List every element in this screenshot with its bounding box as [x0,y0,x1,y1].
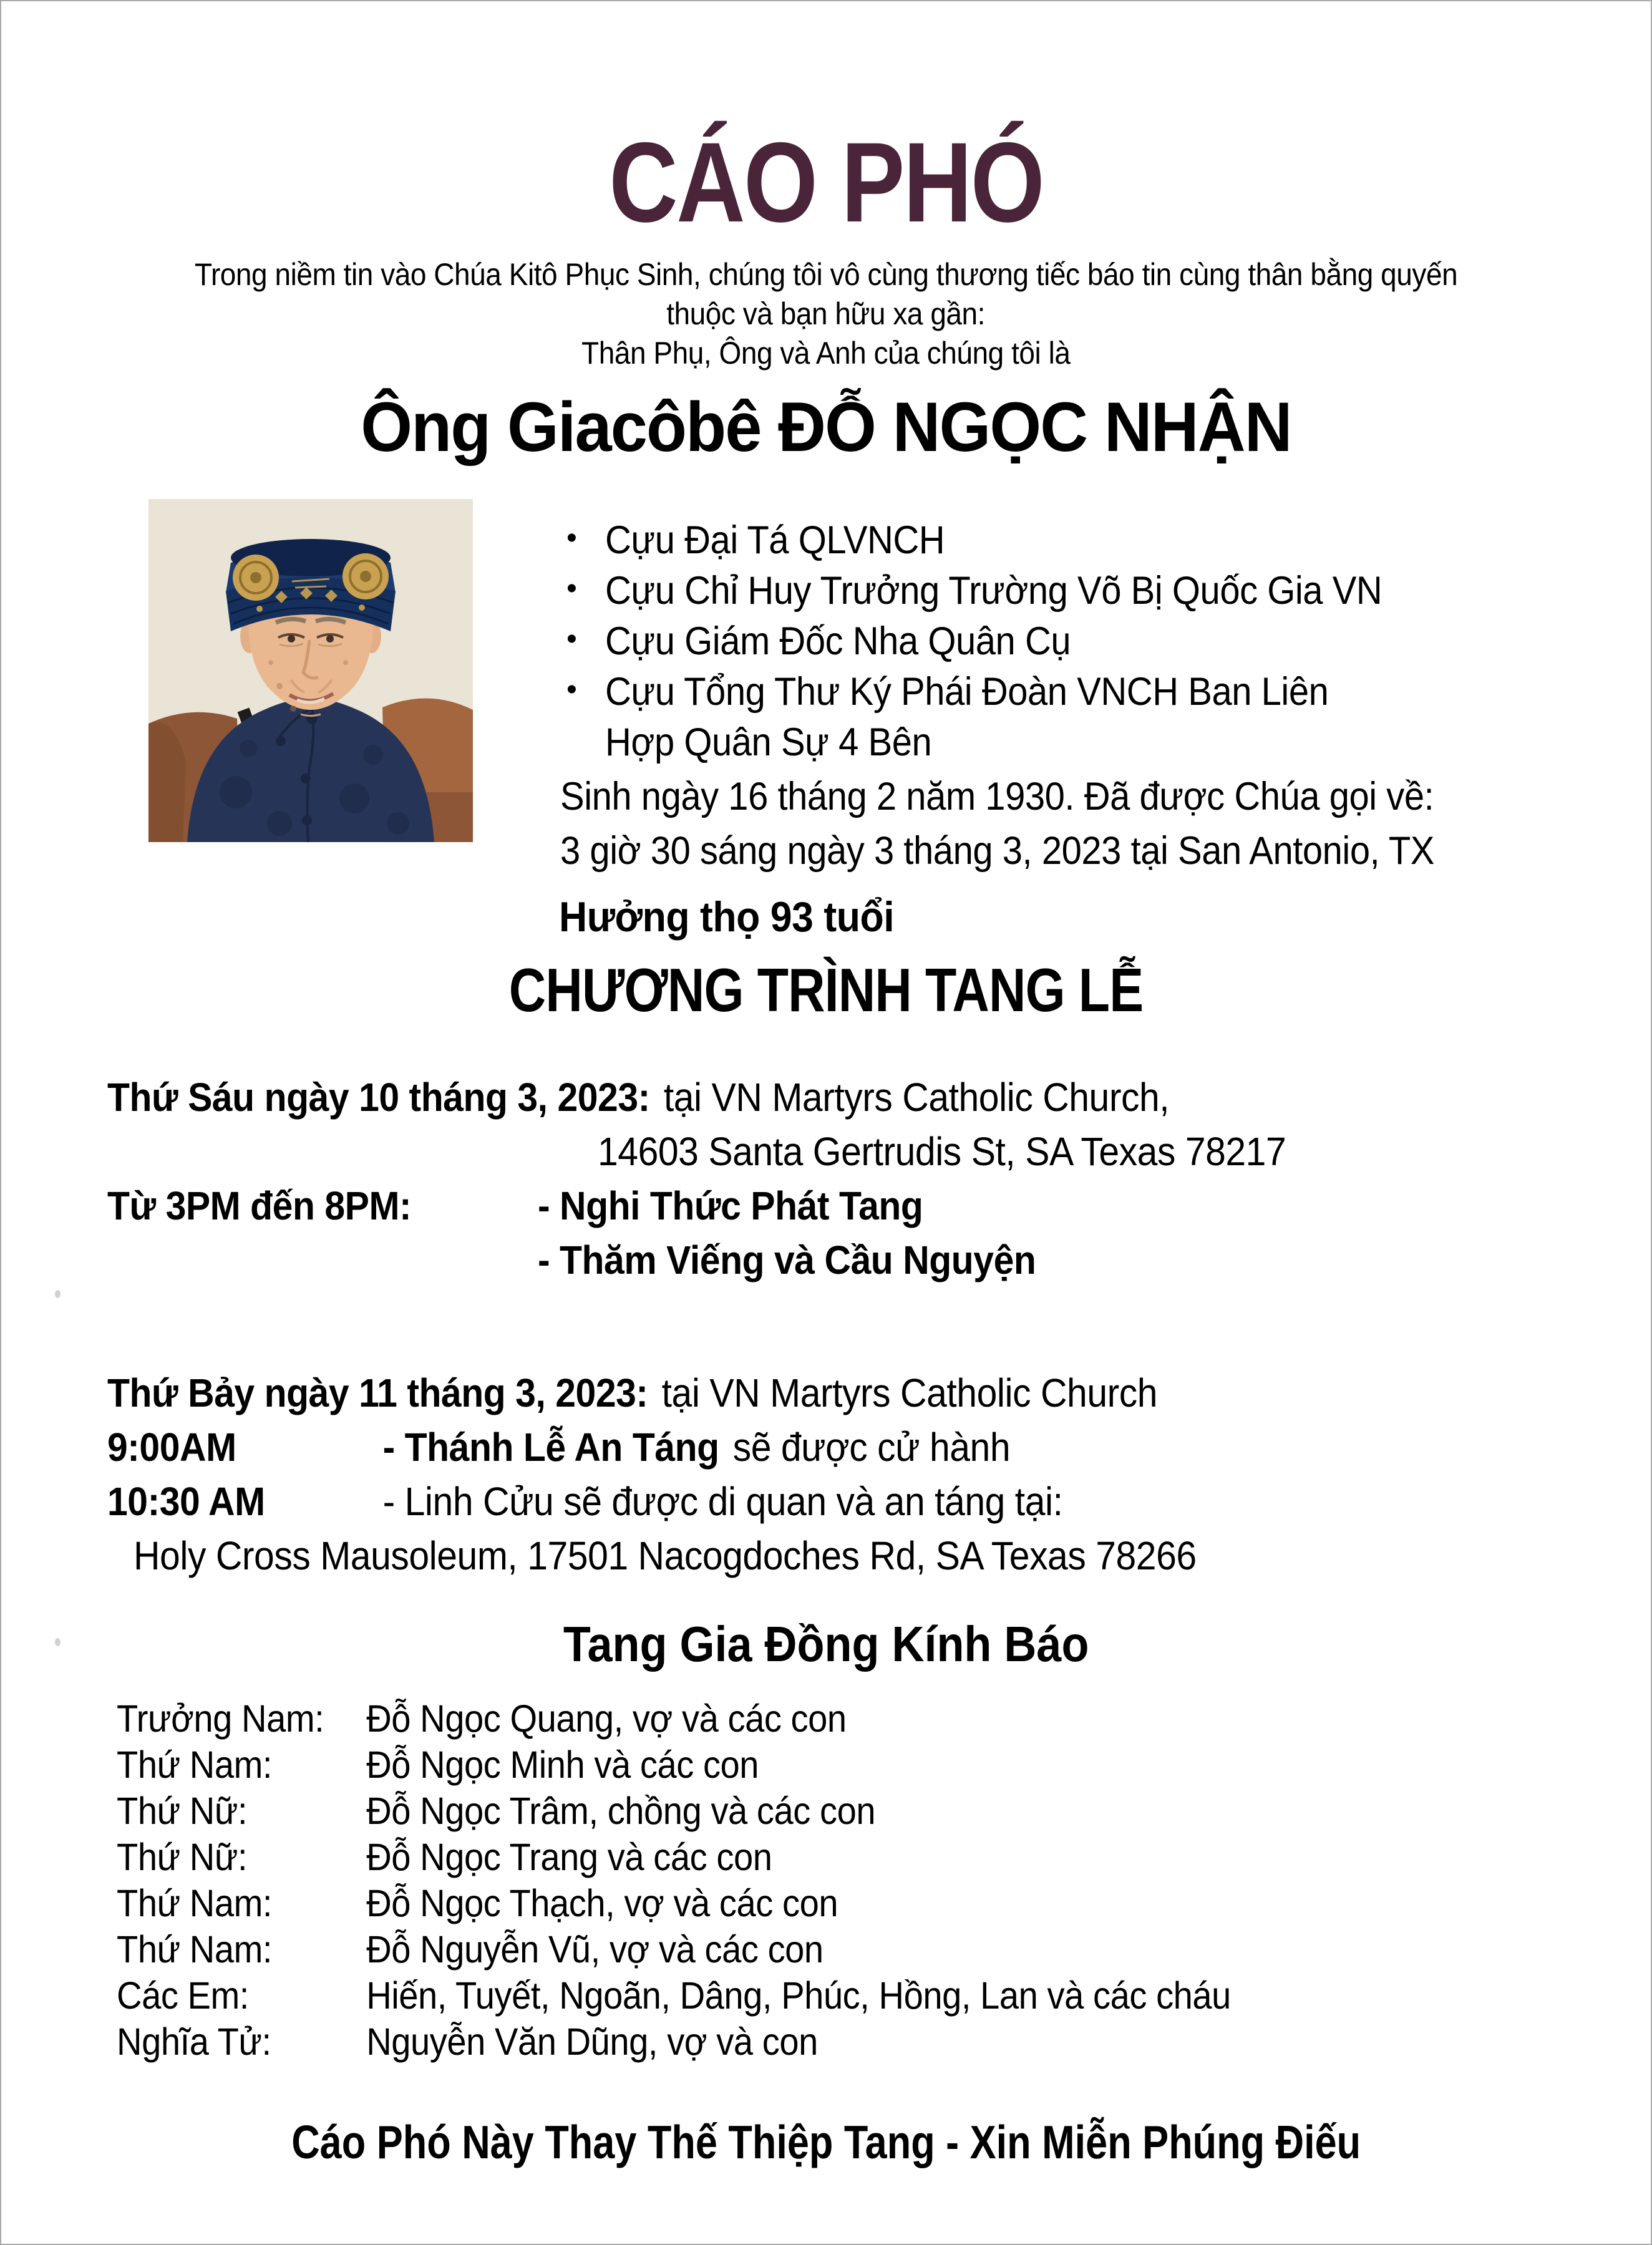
intro-paragraph [1,255,1651,373]
program-heading [1,957,1651,1023]
family-row [117,1880,1651,1926]
title-item [550,667,1523,717]
friday-address: 14603 Santa Gertrudis St, SA Texas 78217 [598,1129,1286,1174]
saturday-event-1-detail: sẽ được cử hành [732,1425,1011,1470]
birth-death-line-1: Sinh ngày 16 tháng 2 năm 1930. Đã được Chúa gọi về: [560,775,1434,818]
family-relation: Nghĩa Tử: [117,2020,271,2063]
footer-line [1,2113,1651,2171]
saturday-event-2-line [107,1475,1651,1529]
friday-date-line [107,1070,1651,1125]
family-row [117,1926,1651,1972]
friday-event-1: - Nghi Thức Phát Tang [538,1183,923,1228]
family-relation: Thứ Nữ: [117,1836,248,1878]
intro-line-1: Trong niềm tin vào Chúa Kitô Phục Sinh, chúng tôi vô cùng thương tiếc báo tin cùng thân bằng quyến [194,257,1458,292]
saturday-location: tại VN Martyrs Catholic Church [661,1370,1158,1415]
family-relation: Thứ Nữ: [117,1790,248,1832]
title-item [550,566,1523,616]
scan-artifact-dot [55,1290,61,1298]
friday-location: tại VN Martyrs Catholic Church, [663,1075,1170,1120]
family-names: Nguyễn Văn Dũng, vợ và con [366,2020,818,2063]
saturday-date-line [107,1366,1651,1420]
saturday-event-1-line [107,1420,1651,1475]
saturday-schedule [107,1366,1651,1583]
title-item-text: Cựu Đại Tá QLVNCH [605,518,945,562]
program-heading-text: CHƯƠNG TRÌNH TANG LỄ [508,956,1144,1024]
family-names: Hiến, Tuyết, Ngoãn, Dâng, Phúc, Hồng, Lan và các cháu [366,1974,1231,2017]
age-line: Hưởng thọ 93 tuổi [559,893,895,941]
family-row [117,1788,1651,1834]
family-relation: Thứ Nam: [117,1743,273,1786]
family-relation: Thứ Nam: [117,1928,273,1971]
saturday-address-line [134,1529,1651,1583]
friday-address-line [598,1125,1651,1179]
scan-artifact-dot [55,1638,61,1646]
birth-death-line-2: 3 giờ 30 sáng ngày 3 tháng 3, 2023 tại San Antonio, TX [560,829,1434,873]
titles-list [550,515,1523,768]
family-row [117,1834,1651,1880]
friday-event-2-line [107,1233,1651,1301]
family-names: Đỗ Ngọc Trang và các con [366,1836,772,1878]
saturday-time-1: 9:00AM [107,1425,236,1470]
family-list [117,1695,1651,2065]
family-relation: Thứ Nam: [117,1882,273,1924]
family-relation: Các Em: [117,1974,249,2017]
title-item-continuation [550,717,1523,768]
family-names: Đỗ Ngọc Thạch, vợ và các con [366,1882,838,1924]
family-names: Đỗ Ngọc Minh và các con [366,1743,759,1786]
title-item-text: Cựu Chỉ Huy Trưởng Trường Võ Bị Quốc Gia VN [605,569,1382,613]
family-names: Đỗ Ngọc Trâm, chồng và các con [366,1790,876,1832]
deceased-titles [550,515,1523,944]
saturday-event-2: - Linh Cửu sẽ được di quan và an táng tại: [382,1479,1063,1524]
intro-line-3: Thân Phụ, Ông và Anh của chúng tôi là [581,336,1071,371]
title-item-text: Hợp Quân Sự 4 Bên [605,720,932,764]
friday-schedule [107,1070,1651,1301]
title-item [550,515,1523,566]
footer-text: Cáo Phó Này Thay Thế Thiệp Tang - Xin Miễn Phúng Điếu [291,2116,1361,2168]
intro-line-2: thuộc và bạn hữu xa gần: [666,296,986,331]
family-row [117,2019,1651,2065]
family-row [117,1742,1651,1788]
saturday-time-2: 10:30 AM [107,1479,265,1524]
title-item-text: Cựu Giám Đốc Nha Quân Cụ [605,619,1071,663]
saturday-event-1-name: - Thánh Lễ An Táng [382,1425,719,1470]
family-relation: Trưởng Nam: [117,1697,324,1740]
deceased-name-text: Ông Giacôbê ĐỖ NGỌC NHẬN [361,388,1291,466]
portrait-photo [148,499,473,842]
deceased-name [1,389,1651,465]
family-row [117,1695,1651,1742]
portrait-and-titles-section [1,493,1651,941]
family-row [117,1972,1651,2019]
friday-event-2: - Thăm Viếng và Cầu Nguyện [538,1238,1036,1283]
saturday-date-label: Thứ Bảy ngày 11 tháng 3, 2023: [107,1370,648,1415]
family-names: Đỗ Nguyễn Vũ, vợ và các con [366,1928,824,1971]
title-item [550,616,1523,667]
family-heading [1,1614,1651,1674]
friday-time-label: Từ 3PM đến 8PM: [107,1183,412,1228]
family-names: Đỗ Ngọc Quang, vợ và các con [366,1697,847,1740]
family-heading-text: Tang Gia Đồng Kính Báo [563,1616,1089,1672]
friday-date-label: Thứ Sáu ngày 10 tháng 3, 2023: [107,1075,650,1120]
saturday-address: Holy Cross Mausoleum, 17501 Nacogdoches Rd, SA Texas 78266 [134,1533,1197,1578]
page-title [1,119,1651,246]
title-item-text: Cựu Tổng Thư Ký Phái Đoàn VNCH Ban Liên [605,670,1329,714]
page-title-text: CÁO PHÓ [609,119,1043,246]
friday-time-line [107,1179,1651,1233]
